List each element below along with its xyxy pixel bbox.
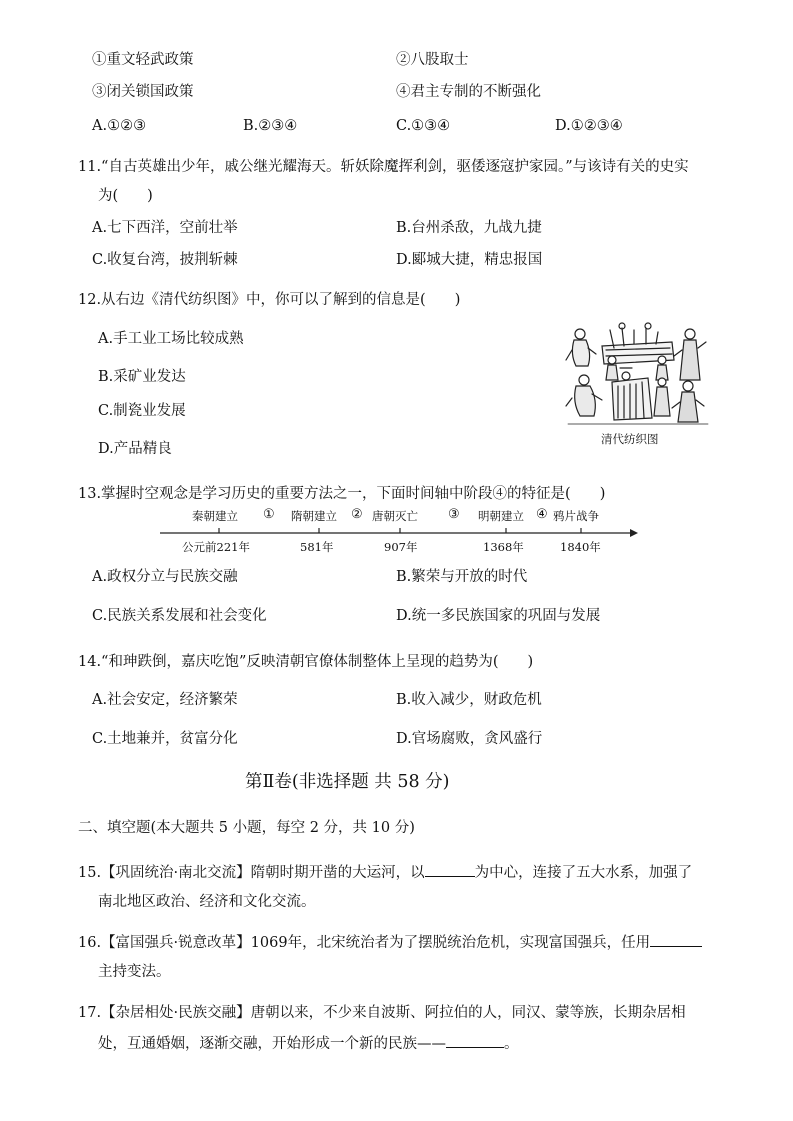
timeline-event-ming: 明朝建立 <box>478 509 524 523</box>
q13-option-b: B.繁荣与开放的时代 <box>396 569 528 585</box>
q11-option-b: B.台州杀敌，九战九捷 <box>396 220 542 236</box>
q15-line1 <box>78 862 692 883</box>
q10-option-d: D.①②③④ <box>555 118 623 134</box>
q14-option-d: D.官场腐败，贪风盛行 <box>396 731 543 747</box>
timeline-stage-1: ① <box>263 507 275 522</box>
q11-stem-line2: 为( ) <box>98 188 153 204</box>
timeline-year-581: 581年 <box>300 540 334 554</box>
textile-illustration <box>562 320 712 430</box>
timeline-year-221bc: 公元前221年 <box>182 540 250 554</box>
timeline-stage-3: ③ <box>448 507 460 522</box>
q10-option-a: A.①②③ <box>92 118 147 134</box>
q10-item-1: ①重文轻武政策 <box>92 52 194 68</box>
timeline-event-tang: 唐朝灭亡 <box>372 509 418 523</box>
q16-line2: 主持变法。 <box>98 964 171 980</box>
part2-title: 第Ⅱ卷(非选择题 共 58 分) <box>245 772 450 792</box>
q17-line2 <box>98 1033 519 1054</box>
timeline-stage-2: ② <box>351 507 363 522</box>
q10-option-b: B.②③④ <box>243 118 298 134</box>
q13-stem: 13.掌握时空观念是学习历史的重要方法之一，下面时间轴中阶段④的特征是( ) <box>78 486 606 502</box>
timeline-event-opium-war: 鸦片战争 <box>553 509 599 523</box>
q10-item-2: ②八股取士 <box>396 52 469 68</box>
q10-option-c: C.①③④ <box>396 118 451 134</box>
q12-option-c: C.制瓷业发展 <box>98 403 186 419</box>
q14-option-b: B.收入减少，财政危机 <box>396 692 542 708</box>
q11-option-d: D.郾城大捷，精忠报国 <box>396 252 543 268</box>
timeline-year-907: 907年 <box>384 540 418 554</box>
q15-answer-blank[interactable] <box>425 862 475 877</box>
q16-answer-blank[interactable] <box>650 932 702 947</box>
textile-drawing <box>562 320 712 430</box>
q13-option-c: C.民族关系发展和社会变化 <box>92 608 267 624</box>
q17-text-after: 。 <box>504 1036 519 1052</box>
q12-option-b: B.采矿业发达 <box>98 369 186 385</box>
q14-stem: 14.“和珅跌倒，嘉庆吃饱”反映清朝官僚体制整体上呈现的趋势为( ) <box>78 654 534 670</box>
q17-line1: 17.【杂居相处·民族交融】唐朝以来，不少来自波斯、阿拉伯的人，同汉、蒙等族，长期杂居相 <box>78 1005 686 1021</box>
timeline-year-1368: 1368年 <box>483 540 524 554</box>
q14-option-a: A.社会安定，经济繁荣 <box>92 692 238 708</box>
q17-answer-blank[interactable] <box>446 1033 504 1048</box>
q12-stem: 12.从右边《清代纺织图》中，你可以了解到的信息是( ) <box>78 292 461 308</box>
q12-option-a: A.手工业工场比较成熟 <box>98 331 244 347</box>
timeline-stage-4: ④ <box>536 507 548 522</box>
q10-item-4: ④君主专制的不断强化 <box>396 84 541 100</box>
timeline-event-qin: 秦朝建立 <box>192 509 238 523</box>
q11-option-c: C.收复台湾，披荆斩棘 <box>92 252 238 268</box>
q15-text-before: 15.【巩固统治·南北交流】隋朝时期开凿的大运河，以 <box>78 865 425 881</box>
q13-option-a: A.政权分立与民族交融 <box>92 569 238 585</box>
timeline-event-sui: 隋朝建立 <box>291 509 337 523</box>
q12-option-d: D.产品精良 <box>98 441 172 457</box>
q11-option-a: A.七下西洋，空前壮举 <box>92 220 238 236</box>
q16-text-before: 16.【富国强兵·锐意改革】1069年，北宋统治者为了摆脱统治危机，实现富国强兵，任用 <box>78 935 651 951</box>
q15-text-after: 为中心，连接了五大水系，加强了 <box>474 865 693 881</box>
timeline <box>160 506 640 556</box>
q16-line1 <box>78 932 702 953</box>
q10-item-3: ③闭关锁国政策 <box>92 84 194 100</box>
timeline-year-1840: 1840年 <box>560 540 601 554</box>
q17-text-before: 处，互通婚姻，逐渐交融，开始形成一个新的民族—— <box>98 1036 446 1052</box>
q14-option-c: C.土地兼并，贫富分化 <box>92 731 238 747</box>
q15-line2: 南北地区政治、经济和文化交流。 <box>98 894 316 910</box>
section-heading-fill-in: 二、填空题(本大题共 5 小题，每空 2 分，共 10 分) <box>78 820 415 836</box>
q11-stem-line1: 11.“自古英雄出少年，戚公继光耀海天。斩妖除魔挥利剑，驱倭逐寇护家园。”与该诗有关的史实 <box>78 159 689 175</box>
q13-option-d: D.统一多民族国家的巩固与发展 <box>396 608 601 624</box>
figure-caption: 清代纺织图 <box>601 432 659 446</box>
